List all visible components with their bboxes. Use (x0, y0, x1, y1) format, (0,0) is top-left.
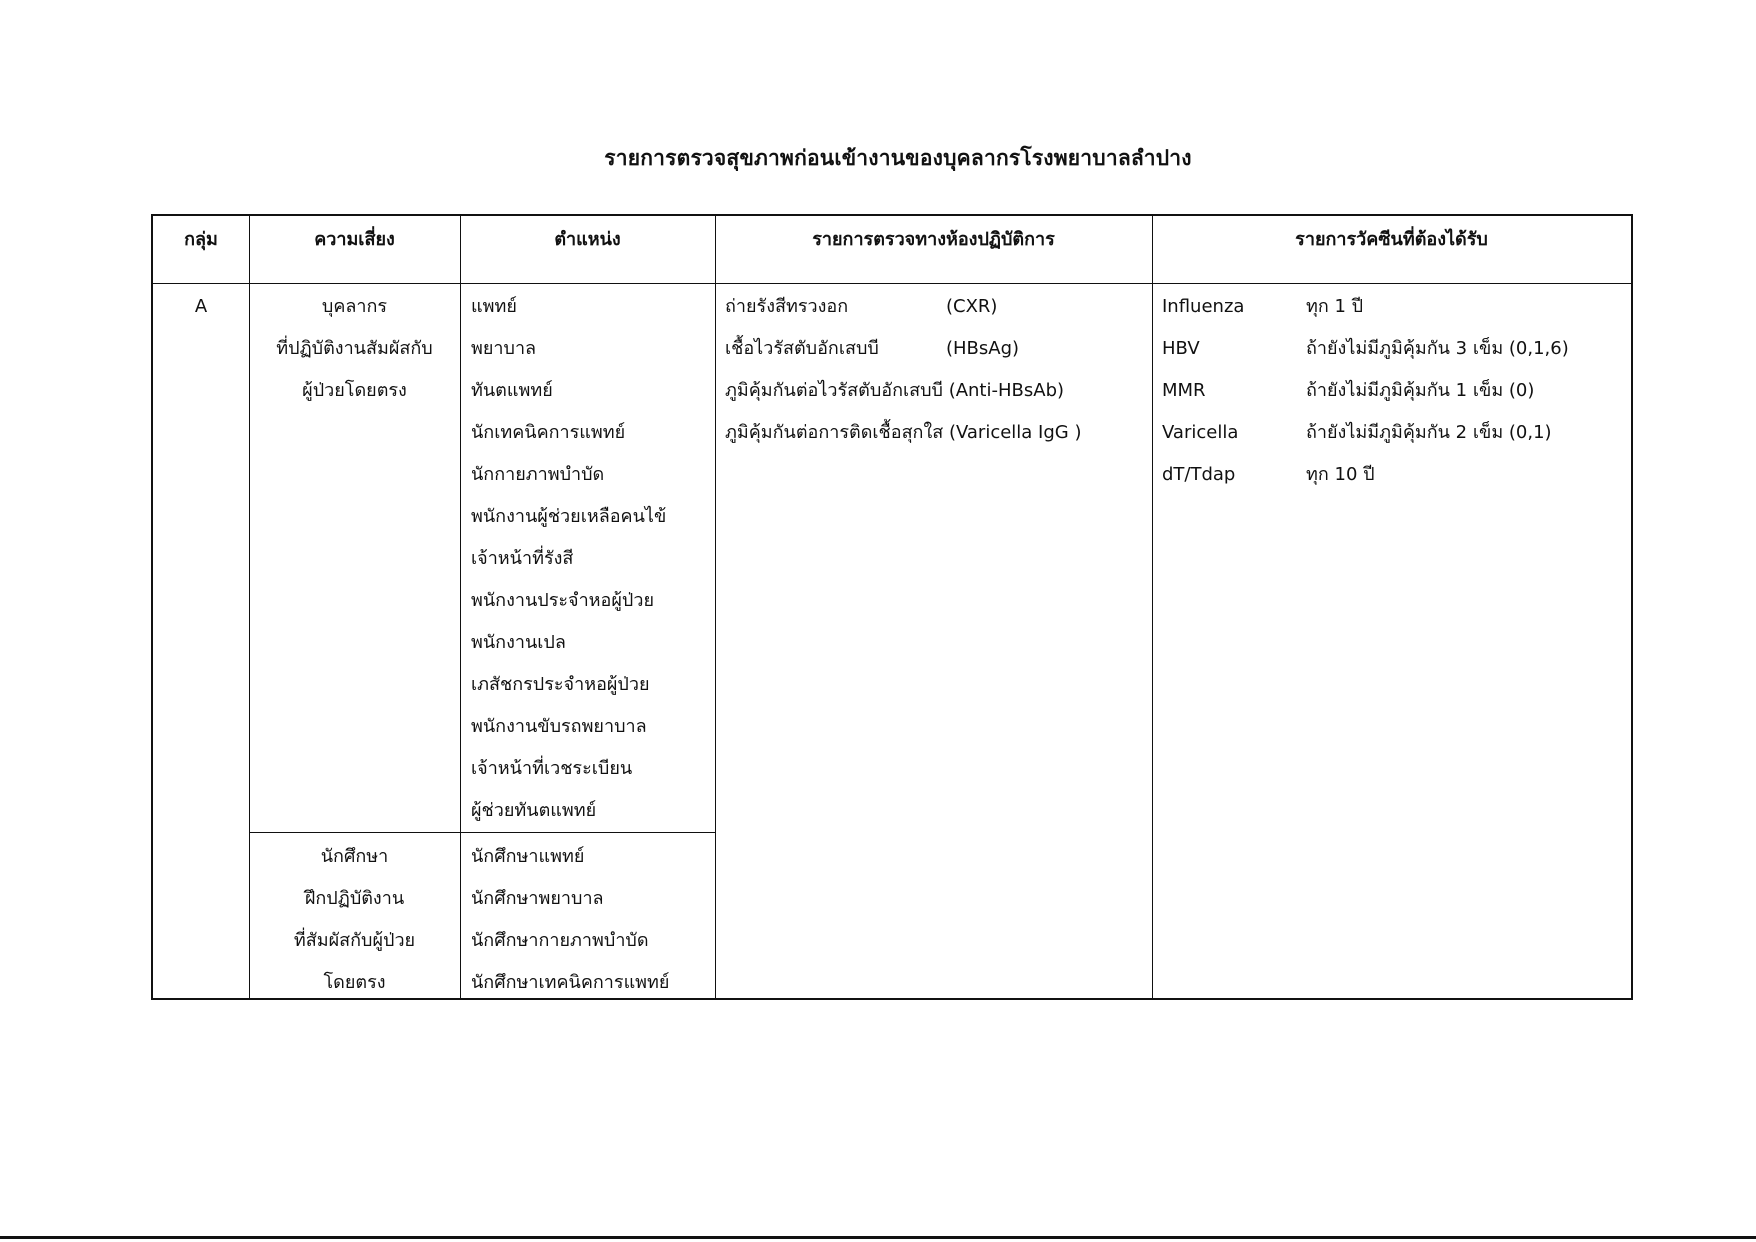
vaccine-name: HBV (1162, 338, 1200, 359)
scan-edge-line (0, 1236, 1756, 1239)
health-check-table (151, 214, 1633, 1000)
section-divider (249, 832, 716, 833)
risk-line: ที่ปฏิบัติงานสัมผัสกับ (276, 338, 433, 359)
vaccine-list (1162, 286, 1627, 496)
vaccine-row (1162, 370, 1627, 412)
position-item: เจ้าหน้าที่รังสี (471, 548, 574, 569)
position-item: นักกายภาพบำบัด (471, 464, 605, 485)
column-divider (715, 216, 716, 998)
header-group: กลุ่ม (184, 229, 218, 250)
lab-test-name: เชื้อไวรัสตับอักเสบบี (725, 338, 879, 359)
vaccine-row (1162, 286, 1627, 328)
lab-test-row (725, 328, 1150, 370)
position-item: เภสัชกรประจำหอผู้ป่วย (471, 674, 650, 695)
vaccine-schedule: ทุก 1 ปี (1306, 296, 1364, 317)
vaccine-name: dT/Tdap (1162, 464, 1236, 485)
header-position: ตำแหน่ง (554, 229, 621, 250)
positions-students-list (471, 836, 669, 1004)
position-item: แพทย์ (471, 296, 517, 317)
header-vaccine: รายการวัคซีนที่ต้องได้รับ (1295, 229, 1488, 250)
vaccine-name: Varicella (1162, 422, 1239, 443)
position-item: พนักงานประจำหอผู้ป่วย (471, 590, 654, 611)
lab-test-row (725, 286, 1150, 328)
risk-students-list (249, 836, 460, 1004)
vaccine-row (1162, 328, 1627, 370)
risk-line: ที่สัมผัสกับผู้ป่วย (293, 930, 416, 951)
position-item: เจ้าหน้าที่เวชระเบียน (471, 758, 633, 779)
risk-line: ฝึกปฏิบัติงาน (304, 888, 405, 909)
position-item: พนักงานเปล (471, 632, 566, 653)
lab-tests-list (725, 286, 1150, 454)
position-item: พยาบาล (471, 338, 537, 359)
position-item: นักศึกษาเทคนิคการแพทย์ (471, 972, 670, 993)
lab-test-code: (CXR) (946, 296, 998, 317)
position-item: พนักงานผู้ช่วยเหลือคนไข้ (471, 506, 667, 527)
risk-line: บุคลากร (321, 296, 388, 317)
position-item: นักเทคนิคการแพทย์ (471, 422, 626, 443)
vaccine-schedule: ถ้ายังไม่มีภูมิคุ้มกัน 3 เข็ม (0,1,6) (1306, 338, 1569, 359)
lab-test-row (725, 370, 1150, 412)
risk-staff-list (249, 286, 460, 412)
position-item: ผู้ช่วยทันตแพทย์ (471, 800, 597, 821)
lab-test-row (725, 412, 1150, 454)
risk-line: โดยตรง (323, 972, 386, 993)
header-lab: รายการตรวจทางห้องปฏิบัติการ (812, 229, 1055, 250)
group-value: A (194, 296, 208, 317)
position-item: นักศึกษาแพทย์ (471, 846, 585, 867)
lab-test-code: (HBsAg) (946, 338, 1020, 359)
page-title: รายการตรวจสุขภาพก่อนเข้างานของบุคลากรโรงพยาบาลลำปาง (604, 146, 1192, 170)
position-item: นักศึกษากายภาพบำบัด (471, 930, 649, 951)
position-item: พนักงานขับรถพยาบาล (471, 716, 647, 737)
vaccine-name: Influenza (1162, 296, 1245, 317)
header-risk: ความเสี่ยง (314, 229, 395, 250)
column-divider (460, 216, 461, 998)
risk-line: นักศึกษา (320, 846, 389, 867)
vaccine-schedule: ถ้ายังไม่มีภูมิคุ้มกัน 1 เข็ม (0) (1306, 380, 1535, 401)
lab-test-name: ถ่ายรังสีทรวงอก (725, 296, 849, 317)
vaccine-row (1162, 454, 1627, 496)
positions-staff-list (471, 286, 666, 832)
vaccine-schedule: ถ้ายังไม่มีภูมิคุ้มกัน 2 เข็ม (0,1) (1306, 422, 1552, 443)
column-divider (1152, 216, 1153, 998)
header-divider (153, 283, 1631, 284)
vaccine-row (1162, 412, 1627, 454)
position-item: นักศึกษาพยาบาล (471, 888, 604, 909)
lab-test-name: ภูมิคุ้มกันต่อไวรัสตับอักเสบบี (Anti-HBsAb) (725, 380, 1065, 401)
lab-test-name: ภูมิคุ้มกันต่อการติดเชื้อสุกใส (Varicella IgG ) (725, 422, 1082, 443)
risk-line: ผู้ป่วยโดยตรง (302, 380, 407, 401)
position-item: ทันตแพทย์ (471, 380, 553, 401)
vaccine-schedule: ทุก 10 ปี (1306, 464, 1375, 485)
vaccine-name: MMR (1162, 380, 1206, 401)
